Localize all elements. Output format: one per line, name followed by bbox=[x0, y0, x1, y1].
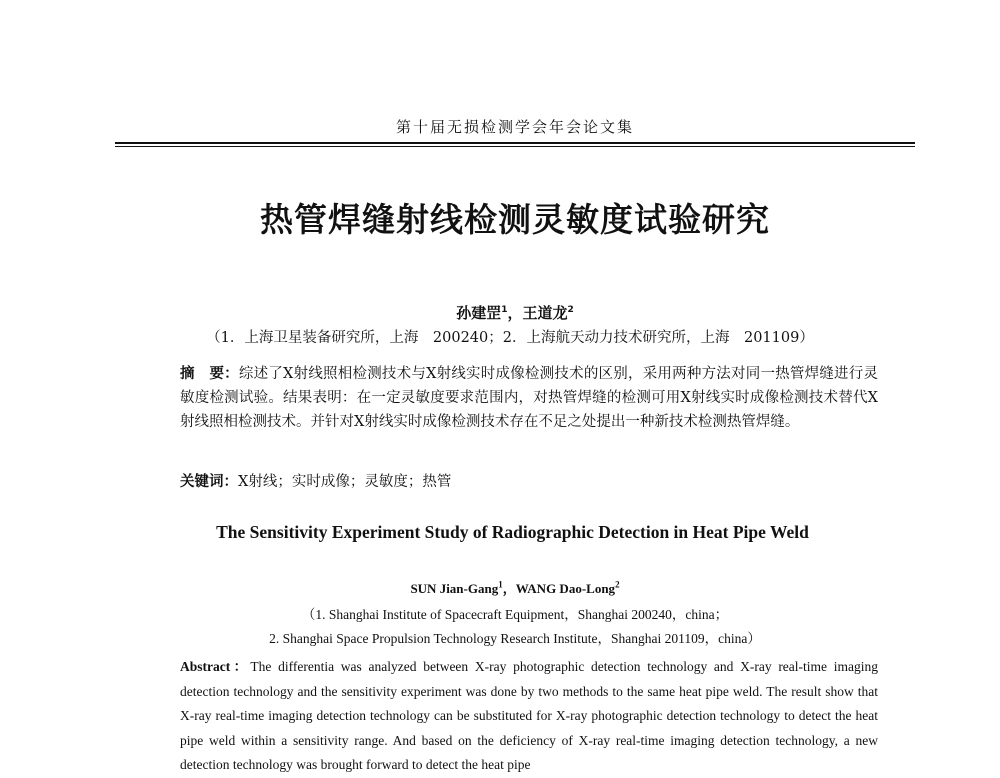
keywords-cn-text: X射线；实时成像；灵敏度；热管 bbox=[238, 474, 452, 490]
running-head: 第十届无损检测学会年会论文集 bbox=[395, 118, 634, 136]
authors-cn bbox=[0, 302, 1000, 323]
affiliation-en-line-1: （1. Shanghai Institute of Spacecraft Equipment，Shanghai 200240，china； bbox=[301, 607, 729, 622]
affiliation-cn: （1．上海卫星装备研究所，上海 200240；2．上海航天动力技术研究所，上海 201109） bbox=[206, 330, 814, 346]
author-2-sup-cn: 2 bbox=[567, 305, 574, 315]
author-2-sup-en: 2 bbox=[615, 579, 620, 590]
author-1-cn: 孙建罡 bbox=[456, 304, 502, 322]
authors-en bbox=[0, 578, 1000, 597]
abstract-en-label: Abstract： bbox=[180, 659, 251, 674]
author-1-sup-en: 1 bbox=[498, 579, 503, 590]
paper-title-en: The Sensitivity Experiment Study of Radiographic Detection in Heat Pipe Weld bbox=[216, 522, 809, 542]
keywords-cn bbox=[180, 470, 451, 491]
author-1-sup-cn: 1 bbox=[501, 305, 508, 315]
abstract-cn bbox=[148, 362, 878, 434]
affiliation-en-line-2: 2. Shanghai Space Propulsion Technology Research Institute，Shanghai 201109，china） bbox=[269, 631, 761, 646]
author-2-en: WANG Dao-Long bbox=[515, 581, 616, 596]
abstract-cn-label: 摘 要： bbox=[180, 366, 239, 382]
paper-title-cn: 热管焊缝射线检测灵敏度试验研究 bbox=[260, 200, 770, 239]
author-separator-en: ， bbox=[502, 581, 516, 596]
author-separator-cn: ， bbox=[507, 304, 523, 322]
author-1-en: SUN Jian-Gang bbox=[410, 581, 499, 596]
abstract-cn-text: 综述了X射线照相检测技术与X射线实时成像检测技术的区别，采用两种方法对同一热管焊缝进行灵敏度检测试验。结果表明：在一定灵敏度要求范围内，对热管焊缝的检测可用X射线实时成像检测技术替代X射线照相检测技术。并针对X射线实时成像检测技术存在不足之处提出一种新技术检测热管焊缝。 bbox=[180, 366, 878, 430]
abstract-en bbox=[148, 655, 878, 778]
abstract-en-text: The differentia was analyzed between X-ray photographic detection technology and X-ray real-time imaging detection technology and the sensitivity experiment was done by two methods to the same heat pipe weld. The result show that X-ray real-time imaging detection technology can be substituted for X-ray photographic detection technology to detect the heat pipe weld within a sensitivity range. And based on the deficiency of X-ray real-time imaging detection technology, a new detection technology was brought forward to detect the heat pipe bbox=[180, 659, 878, 772]
header-rule bbox=[115, 142, 915, 147]
keywords-cn-label: 关键词： bbox=[180, 474, 238, 490]
author-2-cn: 王道龙 bbox=[522, 304, 568, 322]
